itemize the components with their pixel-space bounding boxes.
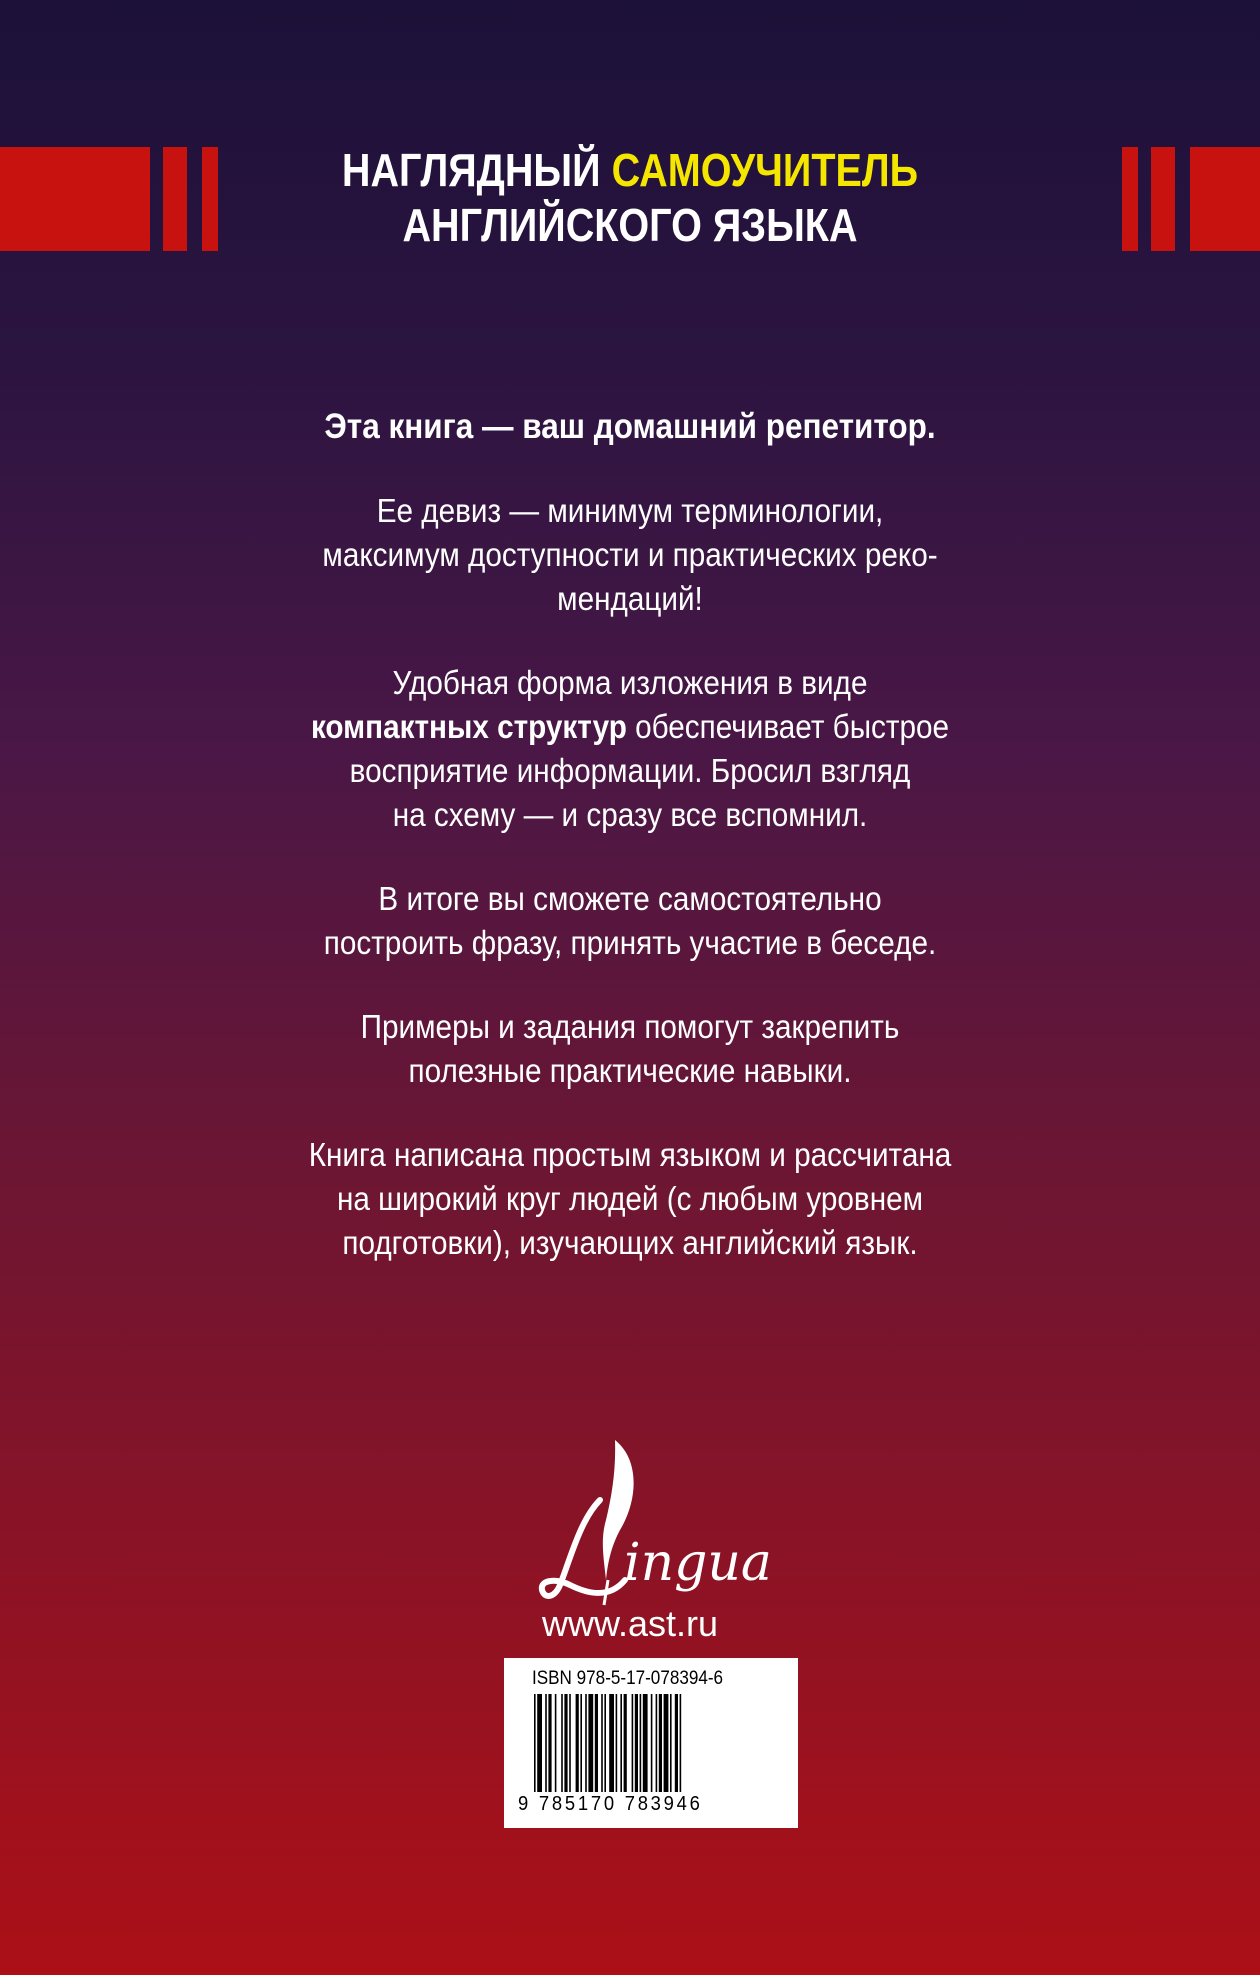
text-line: восприятие информации. Бросил взгляд [349, 752, 911, 789]
text-line: Ее девиз — минимум терминологии, [376, 492, 884, 529]
title-part-1: НАГЛЯДНЫЙ [341, 144, 601, 196]
title-line-1 [88, 143, 1172, 198]
lead-paragraph: Эта книга — ваш домашний репетитор. [324, 407, 936, 446]
paragraph-audience [63, 1133, 1197, 1265]
title-highlight: САМОУЧИТЕЛЬ [611, 144, 919, 196]
description [63, 405, 1197, 1305]
isbn-number: ISBN 978-5-17-078394-6 [532, 1668, 724, 1689]
publisher-url: www.ast.ru [541, 1603, 719, 1644]
paragraph-result [63, 877, 1197, 965]
text-line: максимум доступности и практических реко- [322, 536, 938, 573]
text-line: Удобная форма изложения в виде [392, 664, 868, 701]
text-line: полезные практические навыки. [408, 1052, 852, 1089]
paragraph-motto [63, 489, 1197, 621]
text-line: Примеры и задания помогут закрепить [360, 1008, 900, 1045]
text-line: построить фразу, принять участие в беседе. [323, 924, 937, 961]
lingua-logo [520, 1430, 780, 1620]
book-title [88, 143, 1172, 253]
right-band-main [1190, 147, 1260, 251]
text-line: мендаций! [557, 580, 703, 617]
text-line: обеспечивает быстрое [635, 708, 950, 745]
paragraph-examples [63, 1005, 1197, 1093]
text-line: на схему — и сразу все вспомнил. [392, 796, 868, 833]
text-line: подготовки), изучающих английский язык. [342, 1224, 918, 1261]
barcode-digits: 9 785170 783946 [518, 1793, 703, 1815]
text-line: на широкий круг людей (с любым уровнем [336, 1180, 924, 1217]
title-line-2: АНГЛИЙСКОГО ЯЗЫКА [402, 199, 858, 251]
svg-text:ingua: ingua [624, 1533, 772, 1593]
isbn-barcode [504, 1658, 798, 1828]
quill-icon [520, 1430, 780, 1620]
barcode-bars [534, 1694, 770, 1792]
text-line: Книга написана простым языком и рассчитана [308, 1136, 952, 1173]
paragraph-structures [63, 661, 1197, 837]
bold-text: компактных структур [310, 708, 627, 745]
text-line: В итоге вы сможете самостоятельно [378, 880, 882, 917]
